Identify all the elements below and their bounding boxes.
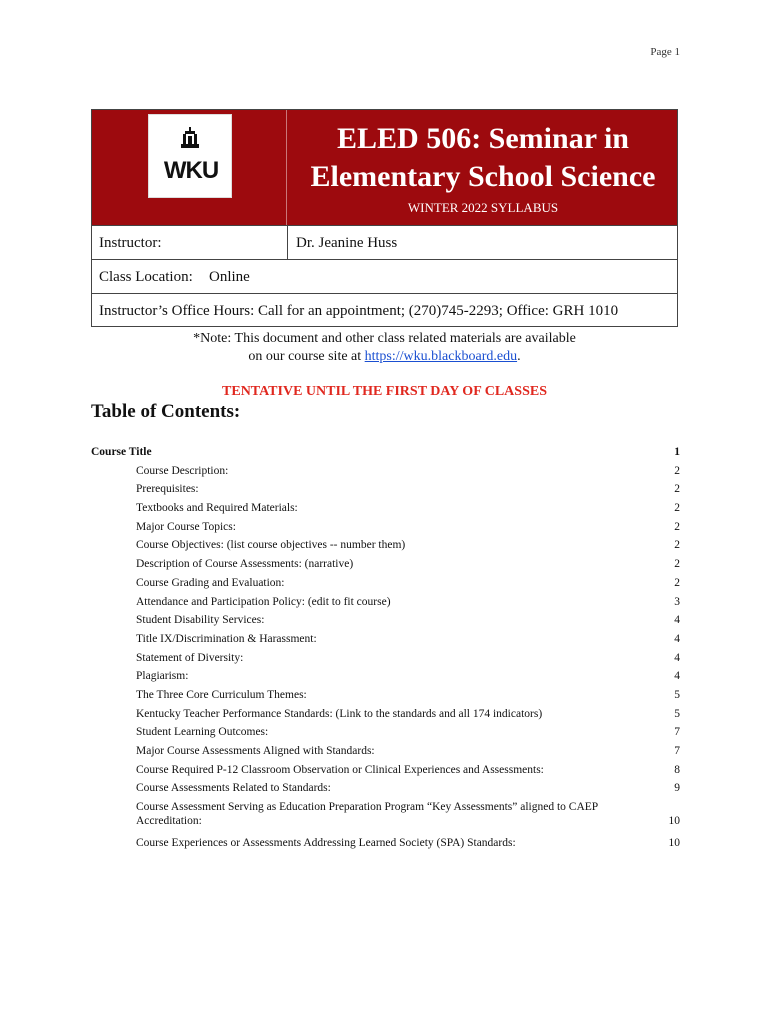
- course-site-note: [91, 330, 678, 366]
- toc-item-label: Textbooks and Required Materials:: [136, 502, 298, 515]
- toc-item[interactable]: [91, 593, 680, 612]
- toc-item-label: Course Assessments Related to Standards:: [136, 782, 331, 795]
- toc-item-label: Course Objectives: (list course objectives -- number them): [136, 539, 406, 552]
- toc-item[interactable]: [91, 834, 680, 853]
- toc-item[interactable]: [91, 798, 680, 834]
- toc-item[interactable]: [91, 443, 680, 462]
- toc-item[interactable]: [91, 761, 680, 780]
- toc-item-page: 3: [674, 595, 680, 608]
- toc-item-label: Kentucky Teacher Performance Standards: (Link to the standards and all 174 indicators): [136, 707, 543, 720]
- toc-item-page: 2: [674, 520, 680, 533]
- toc-item-page: 5: [674, 688, 680, 701]
- toc-item-label: Course Required P-12 Classroom Observation or Clinical Experiences and Assessments:: [136, 763, 544, 776]
- toc-item[interactable]: [91, 518, 680, 537]
- toc-item[interactable]: [91, 649, 680, 668]
- logo-text: WKU: [163, 157, 219, 184]
- toc-item-page: 10: [668, 815, 680, 828]
- wku-logo: [148, 114, 232, 198]
- toc-item-page: 4: [674, 651, 680, 664]
- toc-item-label: Student Learning Outcomes:: [136, 726, 269, 739]
- toc-item[interactable]: [91, 574, 680, 593]
- toc-item[interactable]: [91, 705, 680, 724]
- toc-item-page: 2: [674, 539, 680, 552]
- course-title-line2: Elementary School Science: [310, 160, 656, 193]
- toc-item-label: Description of Course Assessments: (narrative): [136, 558, 354, 571]
- toc-item-page: 2: [674, 464, 680, 477]
- toc-item-label: Student Disability Services:: [136, 614, 265, 627]
- toc-item[interactable]: [91, 536, 680, 555]
- toc-heading: Table of Contents:: [91, 401, 241, 422]
- toc-item-label: The Three Core Curriculum Themes:: [136, 688, 307, 701]
- toc-item[interactable]: [91, 611, 680, 630]
- toc-item-label: Course Grading and Evaluation:: [136, 576, 285, 589]
- toc-item[interactable]: [91, 686, 680, 705]
- toc-item-label: Major Course Assessments Aligned with Standards:: [136, 745, 375, 757]
- course-title-line1: ELED 506: Seminar in: [337, 122, 629, 155]
- toc-item-label: Attendance and Participation Policy: (edit to fit course): [136, 595, 391, 608]
- toc-item-label: Course Experiences or Assessments Addressing Learned Society (SPA) Standards:: [136, 837, 516, 850]
- toc-item[interactable]: [91, 779, 680, 798]
- location-value: Online: [209, 269, 250, 285]
- toc-item-page: 7: [674, 745, 680, 757]
- toc-item-page: 2: [674, 483, 680, 496]
- note-suffix: .: [517, 349, 521, 364]
- toc-item[interactable]: [91, 723, 680, 742]
- cell-divider: [287, 226, 288, 260]
- toc-item[interactable]: [91, 667, 680, 686]
- location-label: Class Location:: [99, 269, 193, 285]
- toc-item-page: 5: [674, 707, 680, 720]
- toc-item-label: Title IX/Discrimination & Harassment:: [136, 632, 317, 645]
- toc-item-page: 1: [674, 446, 680, 458]
- toc-item-page: 4: [674, 632, 680, 645]
- instructor-label: Instructor:: [99, 235, 162, 251]
- table-of-contents: [91, 443, 680, 853]
- toc-item-label: Plagiarism:: [136, 670, 189, 683]
- logo-cell: [92, 110, 287, 225]
- instructor-name: Dr. Jeanine Huss: [296, 235, 398, 251]
- course-title: [287, 120, 679, 196]
- note-prefix: on our course site at: [248, 349, 365, 364]
- toc-item-page: 2: [674, 502, 680, 515]
- note-line1: *Note: This document and other class related materials are available: [193, 331, 576, 346]
- toc-item-page: 2: [674, 558, 680, 571]
- toc-item-page: 9: [674, 782, 680, 795]
- toc-item-label: Major Course Topics:: [136, 520, 236, 533]
- toc-item[interactable]: [91, 462, 680, 481]
- toc-item-page: 4: [674, 670, 680, 683]
- instructor-row: [92, 225, 677, 259]
- toc-item[interactable]: [91, 555, 680, 574]
- location-row: [92, 259, 677, 293]
- cupola-icon: [180, 127, 200, 149]
- toc-item-page: 7: [674, 726, 680, 739]
- toc-item-page: 2: [674, 576, 680, 589]
- toc-item-page: 8: [674, 763, 680, 776]
- toc-item[interactable]: [91, 480, 680, 499]
- tentative-notice: TENTATIVE UNTIL THE FIRST DAY OF CLASSES: [222, 384, 547, 399]
- toc-item-label: Course Title: [91, 446, 152, 458]
- toc-item-label: Course Assessment Serving as Education Preparation Program “Key Assessments” aligned to CAEP Accreditation:: [136, 801, 598, 828]
- office-hours-row: [92, 293, 677, 327]
- toc-item-label: Prerequisites:: [136, 483, 199, 496]
- toc-item[interactable]: [91, 742, 680, 761]
- toc-item-label: Statement of Diversity:: [136, 651, 244, 664]
- toc-item[interactable]: [91, 499, 680, 518]
- toc-item-label: Course Description:: [136, 464, 229, 477]
- header-band: [92, 110, 677, 225]
- note-line2: [91, 348, 678, 366]
- office-hours-text: Instructor’s Office Hours: Call for an appointment; (270)745-2293; Office: GRH 1010: [99, 303, 619, 319]
- blackboard-link[interactable]: https://wku.blackboard.edu: [364, 349, 518, 364]
- toc-item[interactable]: [91, 630, 680, 649]
- page-number: Page 1: [650, 46, 680, 58]
- toc-item-page: 4: [674, 614, 680, 627]
- toc-item-page: 10: [668, 837, 680, 850]
- syllabus-header-table: [91, 109, 678, 327]
- syllabus-term: WINTER 2022 SYLLABUS: [407, 200, 559, 215]
